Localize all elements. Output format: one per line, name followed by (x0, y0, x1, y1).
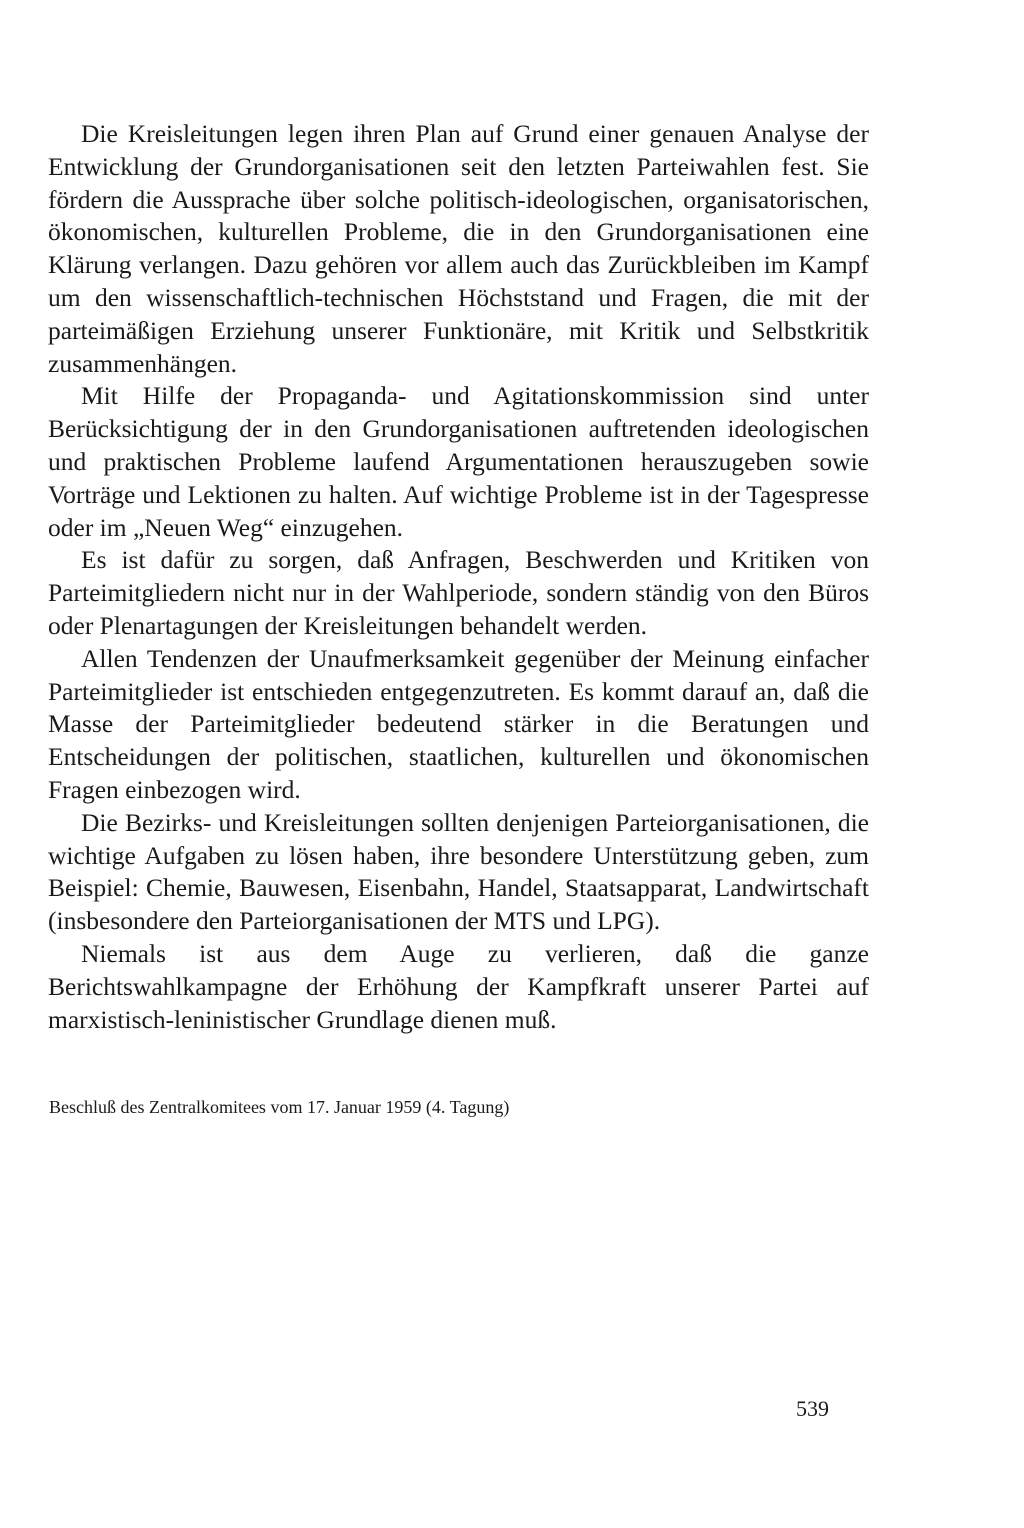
paragraph-6: Niemals ist aus dem Auge zu verlieren, daß die ganze Berichtswahlkampagne der Erhöhung der Kampfkraft unserer Partei auf marxistisch-leninistischer Grundlage dienen muß. (48, 938, 869, 1034)
document-body (48, 118, 869, 1036)
paragraph-1: Die Kreisleitungen legen ihren Plan auf Grund einer genauen Analyse der Entwicklung der Grundorganisationen seit den letzten Parteiwahlen fest. Sie fördern die Aussprache über solche politisch-ideologischen, organisatorischen, ökonomischen, kulturellen Probleme, die in den Grundorganisationen eine Klärung verlangen. Dazu gehören vor allem auch das Zurückbleiben im Kampf um den wissenschaftlich-technischen Höchststand und Fragen, die mit der parteimäßigen Erziehung unserer Funktionäre, mit Kritik und Selbstkritik zusammenhängen. (48, 119, 869, 378)
paragraph-3: Es ist dafür zu sorgen, daß Anfragen, Beschwerden und Kritiken von Parteimitgliedern nicht nur in der Wahlperiode, sondern ständig von den Büros oder Plenartagungen der Kreisleitungen behandelt werden. (48, 545, 869, 640)
page-number: 539 (796, 1396, 829, 1421)
paragraph-2: Mit Hilfe der Propaganda- und Agitationskommission sind unter Berücksichtigung der in den Grundorganisationen auftretenden ideologischen und praktischen Probleme laufend Argumentationen herauszugeben sowie Vorträge und Lektionen zu halten. Auf wichtige Probleme ist in der Tagespresse oder im „Neuen Weg“ einzugehen. (48, 381, 869, 542)
paragraph-4: Allen Tendenzen der Unaufmerksamkeit gegenüber der Meinung einfacher Parteimitglieder ist entschieden entgegenzutreten. Es kommt darauf an, daß die Masse der Parteimitglieder bedeutend stärker in die Beratungen und Entscheidungen der politischen, staatlichen, kulturellen und ökonomischen Fragen einbezogen wird. (48, 643, 869, 804)
paragraph-5: Die Bezirks- und Kreisleitungen sollten denjenigen Parteiorganisationen, die wichtige Aufgaben zu lösen haben, ihre besondere Unterstützung geben, zum Beispiel: Chemie, Bauwesen, Eisenbahn, Handel, Staatsapparat, Landwirtschaft (insbesondere den Parteiorganisationen der MTS und LPG). (48, 807, 869, 936)
source-note: Beschluß des Zentralkomitees vom 17. Januar 1959 (4. Tagung) (49, 1097, 510, 1117)
